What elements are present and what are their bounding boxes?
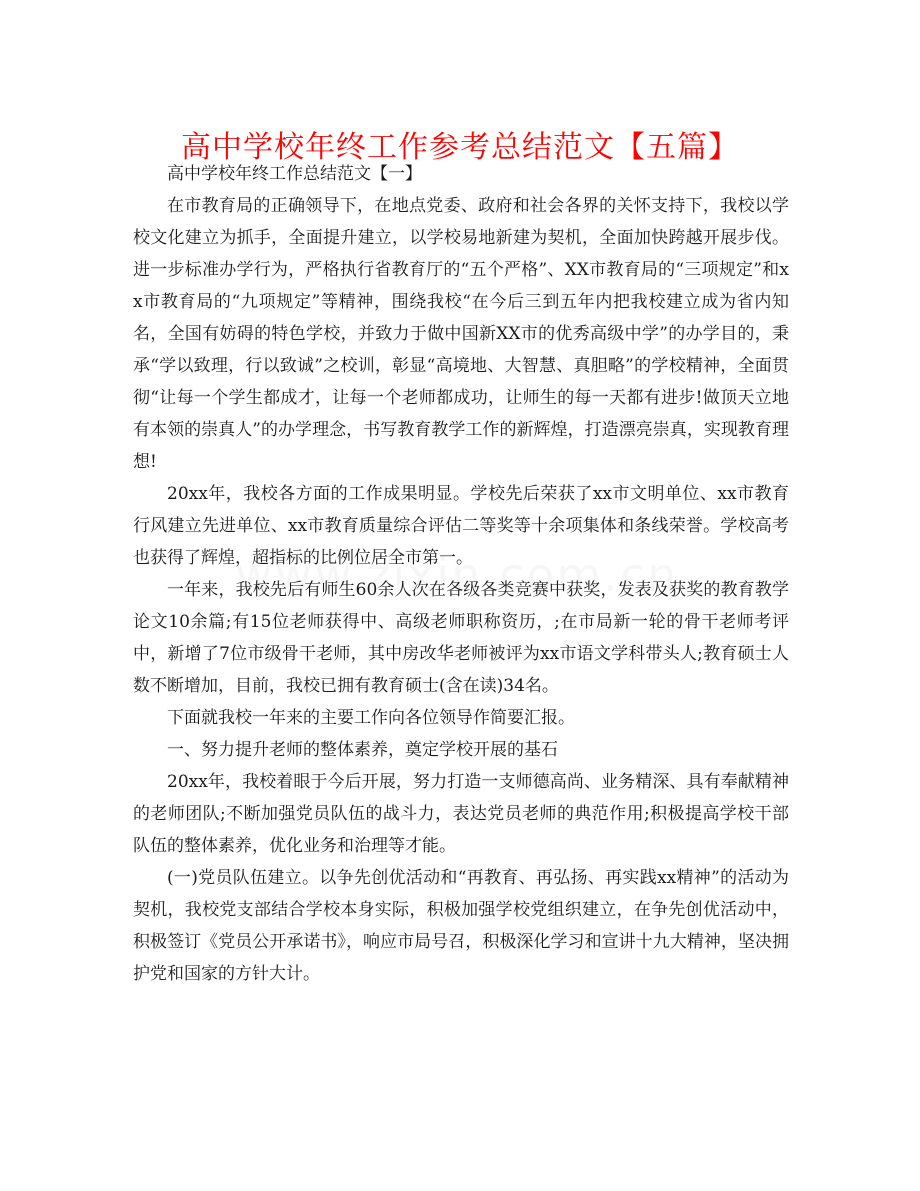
paragraph: 20xx年，我校各方面的工作成果明显。学校先后荣获了xx市文明单位、xx市教育行风建立先进单位、xx市教育质量综合评估二等奖等十余项集体和条线荣誉。学校高考也获得了辉煌，超指标的比例位居全市第一。 [133,484,789,568]
paragraph: 20xx年，我校着眼于今后开展，努力打造一支师德高尚、业务精深、具有奉献精神的老师团队;不断加强党员队伍的战斗力，表达党员老师的典范作用;积极提高学校干部队伍的整体素养，优化业务和治理等才能。 [133,772,789,856]
document-body [133,158,789,990]
paragraph: 下面就我校一年来的主要工作向各位领导作简要汇报。 [167,708,575,728]
document-title: 高中学校年终工作参考总结范文【五篇】 [181,130,739,166]
section-heading: 高中学校年终工作总结范文【一】 [167,164,422,184]
section-heading: 一、努力提升老师的整体素养，奠定学校开展的基石 [167,740,558,760]
paragraph: 一年来，我校先后有师生60余人次在各级各类竞赛中获奖，发表及获奖的教育教学论文10余篇;有15位老师获得中、高级老师职称资历，;在市局新一轮的骨干老师考评中，新增了7位市级骨干老师，其中房改华老师被评为xx市语文学科带头人;教育硕士人数不断增加，目前，我校已拥有教育硕士(含在读)34名。 [133,580,789,696]
paragraph: (一)党员队伍建立。以争先创优活动和“再教育、再弘扬、再实践xx精神”的活动为契机，我校党支部结合学校本身实际，积极加强学校党组织建立，在争先创优活动中，积极签订《党员公开承诺书》，响应市局号召，积极深化学习和宣讲十九大精神，坚决拥护党和国家的方针大计。 [133,868,789,984]
paragraph: 在市教育局的正确领导下，在地点党委、政府和社会各界的关怀支持下，我校以学校文化建立为抓手，全面提升建立，以学校易地新建为契机，全面加快跨越开展步伐。进一步标准办学行为，严格执行省教育厅的“五个严格”、XX市教育局的“三项规定”和xx市教育局的“九项规定”等精神，围绕我校“在今后三到五年内把我校建立成为省内知名，全国有妨碍的特色学校，并致力于做中国新XX市的优秀高级中学”的办学目的，秉承“学以致理，行以致诚”之校训，彰显“高境地、大智慧、真胆略”的学校精神，全面贯彻“让每一个学生都成才，让每一个老师都成功，让师生的每一天都有进步!做顶天立地有本领的崇真人”的办学理念，书写教育教学工作的新辉煌，打造漂亮崇真，实现教育理想! [133,196,789,472]
